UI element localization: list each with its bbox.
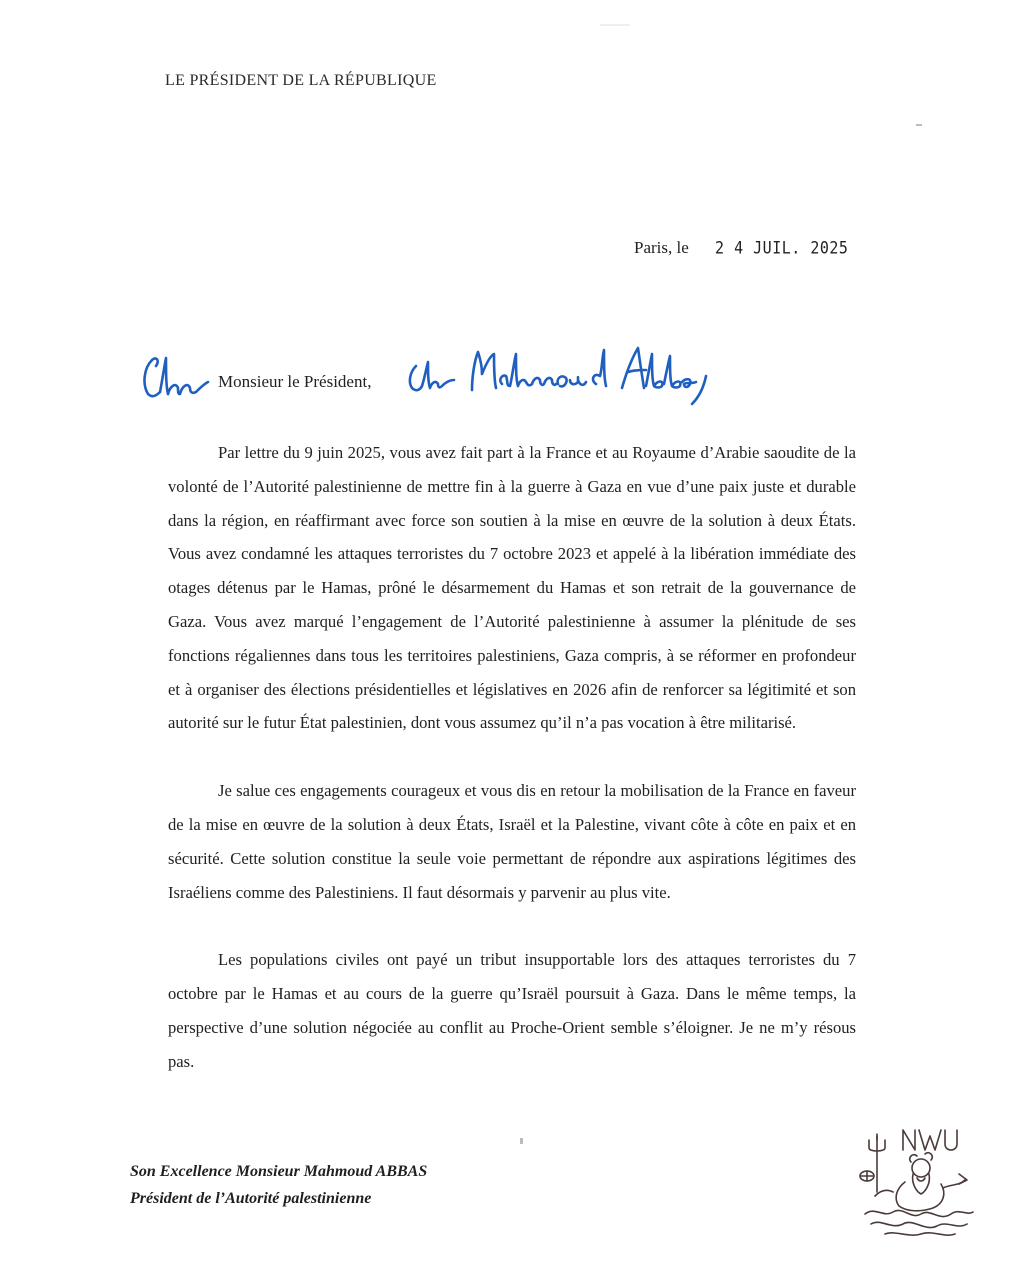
recipient-name: Son Excellence Monsieur Mahmoud ABBAS	[130, 1163, 428, 1180]
recipient-title: Président de l’Autorité palestinienne	[130, 1190, 372, 1207]
neptune-emblem-icon	[855, 1122, 980, 1247]
salutation: Monsieur le Président,	[218, 372, 372, 391]
date-stamp: 2 4 JUIL. 2025	[715, 237, 849, 259]
letter-body	[168, 436, 856, 1079]
recipient-block	[130, 1158, 427, 1212]
letterhead: LE PRÉSIDENT DE LA RÉPUBLIQUE	[165, 72, 437, 89]
handwritten-name-annotation	[406, 340, 716, 410]
dateline-place: Paris, le	[634, 238, 689, 257]
handwritten-cher-annotation	[138, 352, 210, 404]
body-paragraph-3: Les populations civiles ont payé un tribut insupportable lors des attaques terroristes du 7 octobre par le Hamas et au cours de la guerre qu’Israël poursuit à Gaza. Dans le même temps, la perspective d’une solution négociée au conflit au Proche-Orient semble s’éloigner. Je ne m’y résous pas.	[168, 950, 856, 1071]
body-paragraph-1: Par lettre du 9 juin 2025, vous avez fait part à la France et au Royaume d’Arabie saoudite de la volonté de l’Autorité palestinienne de mettre fin à la guerre à Gaza en vue d’une paix juste et durable dans la région, en réaffirmant avec force son soutien à la mise en œuvre de la solution à deux États. Vous avez condamné les attaques terroristes du 7 octobre 2023 et appelé à la libération immédiate des otages détenus par le Hamas, prôné le désarmement du Hamas et son retrait de la gouvernance de Gaza. Vous avez marqué l’engagement de l’Autorité palestinienne à assumer la plénitude de ses fonctions régaliennes dans tous les territoires palestiniens, Gaza compris, à se réformer en profondeur et à organiser des élections présidentielles et législatives en 2026 afin de renforcer sa légitimité et son autorité sur le futur État palestinien, dont vous assumez qu’il n’a pas vocation à être militarisé.	[168, 443, 856, 733]
body-paragraph-2: Je salue ces engagements courageux et vous dis en retour la mobilisation de la France en faveur de la mise en œuvre de la solution à deux États, Israël et la Palestine, vivant côte à côte en paix et en sécurité. Cette solution constitue la seule voie permettant de répondre aux aspirations légitimes des Israéliens comme des Palestiniens. Il faut désormais y parvenir au plus vite.	[168, 781, 856, 902]
dateline	[634, 238, 848, 258]
